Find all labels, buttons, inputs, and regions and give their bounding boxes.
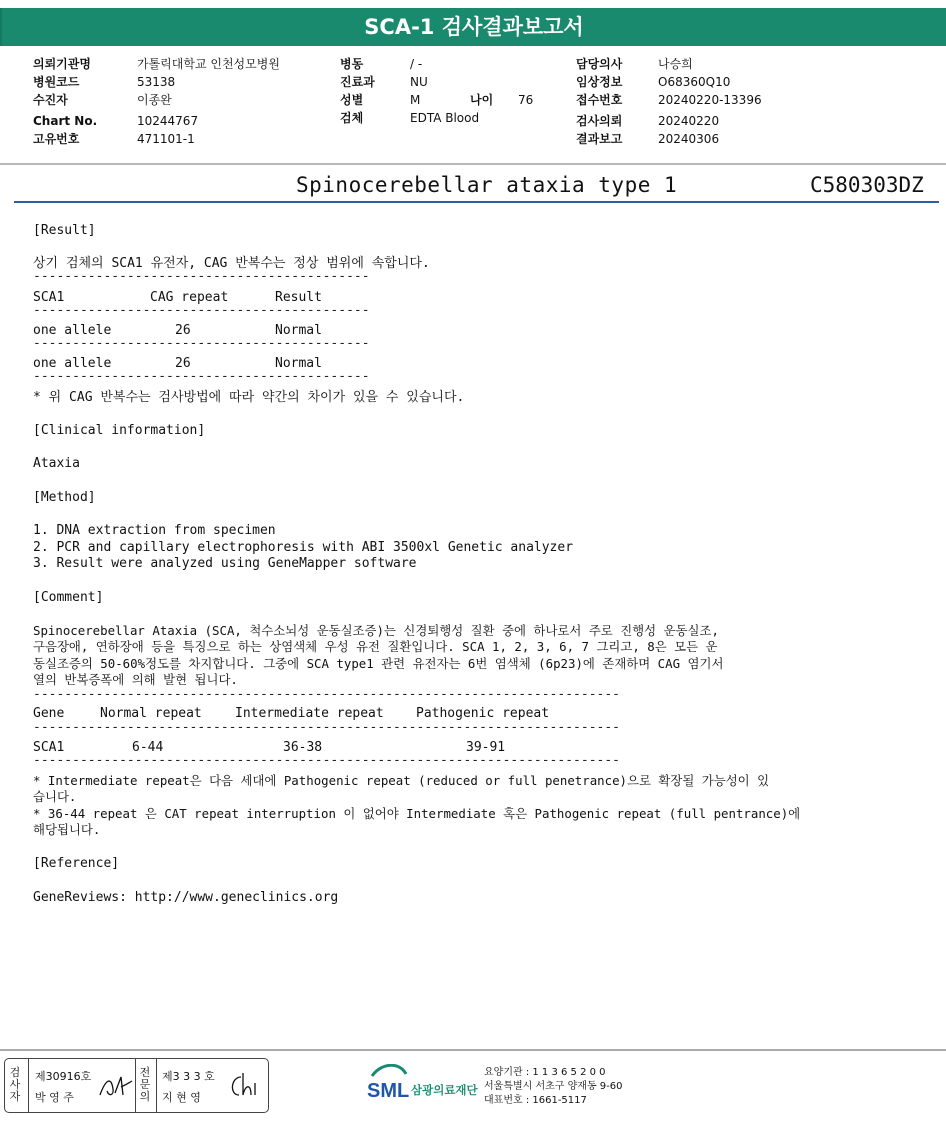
info-row [33,91,333,109]
clinical-text: Ataxia [33,456,80,471]
comment-col-header: Gene [33,706,65,721]
comment-note: * Intermediate repeat은 다음 세대에 Pathogenic repeat (reduced or full penetrance)으로 확장될 가능성이 있 [33,773,770,788]
info-value: 471101-1 [137,132,195,146]
method-heading: [Method] [33,490,96,505]
info-row [340,73,560,91]
info-value: EDTA Blood [410,111,480,125]
info-label: 담당의사 [576,57,623,71]
age-label: 나이 [470,93,494,107]
specialist-signature [225,1069,263,1101]
test-code: C580303DZ [810,173,924,197]
info-row [340,91,560,109]
info-label: 의뢰기관명 [33,57,91,71]
clinical-heading: [Clinical information] [33,423,206,438]
method-step: 1. DNA extraction from specimen [33,523,276,538]
title-underline [14,201,939,203]
result-summary: 상기 검체의 SCA1 유전자, CAG 반복수는 정상 범위에 속합니다. [33,256,430,271]
comment-line: 열의 반복증폭에 의해 발현 됩니다. [33,672,238,687]
comment-table-rule: --------------------------------------------------------------------------- [33,687,620,702]
info-label: 진료과 [340,75,375,89]
comment-heading: [Comment] [33,590,104,605]
info-label: 병원코드 [33,75,80,89]
info-row [576,91,836,109]
comment-line: 동실조증의 50-60%정도를 차지합니다. 그중에 SCA type1 관련 유전자는 6번 염색체 (6p23)에 존재하며 CAG 염기서 [33,656,724,671]
result-note: * 위 CAG 반복수는 검사방법에 따라 약간의 차이가 있을 수 있습니다. [33,390,465,405]
info-label: 임상정보 [576,75,623,89]
info-label: 성별 [340,93,364,107]
info-label: 병동 [340,57,364,71]
result-col-header: Result [275,290,322,305]
label-char: 검 [9,1066,21,1079]
box-divider [156,1059,157,1112]
table-cell: Normal [275,356,322,371]
result-table-rule: ------------------------------------------- [33,303,370,318]
table-cell: 36-38 [283,740,323,755]
comment-table-rule: --------------------------------------------------------------------------- [33,753,620,768]
tester-label [8,1067,22,1103]
info-label: 결과보고 [576,132,623,146]
info-label: 검사의뢰 [576,114,623,128]
result-table-rule: ------------------------------------------- [33,369,370,384]
info-value: 가톨릭대학교 인천성모병원 [137,57,280,71]
age-value: 76 [518,93,534,107]
info-row [33,55,333,73]
table-cell: 26 [175,356,191,371]
patient-info-col2 [340,55,560,127]
method-step: 2. PCR and capillary electrophoresis with ABI 3500xl Genetic analyzer [33,540,574,555]
test-name: Spinocerebellar ataxia type 1 [296,173,678,197]
reference-text: GeneReviews: http://www.geneclinics.org [33,890,339,905]
logo-text: SML [367,1080,410,1102]
box-divider [28,1059,29,1112]
info-label: 접수번호 [576,93,623,107]
info-row [33,112,333,130]
info-value: NU [410,75,428,89]
info-label: 검체 [340,111,364,125]
table-cell: 39-91 [466,740,506,755]
info-row [576,73,836,91]
signature-box [4,1058,269,1113]
label-char: 사 [9,1078,21,1091]
info-row [33,73,333,91]
comment-line: 구음장애, 연하장애 등을 특징으로 하는 상염색체 우성 유전 질환입니다. SCA 1, 2, 3, 6, 7 그리고, 8은 모든 운 [33,639,718,654]
result-heading: [Result] [33,223,96,238]
reference-heading: [Reference] [33,856,120,871]
info-row [576,130,836,148]
table-cell: SCA1 [33,740,65,755]
table-cell: one allele [33,323,112,338]
sml-logo [366,1064,484,1108]
org-line: 서울특별시 서초구 양재동 9-60 [484,1081,623,1092]
org-info [484,1066,623,1108]
comment-table-rule: --------------------------------------------------------------------------- [33,720,620,735]
table-cell: Normal [275,323,322,338]
label-char: 전 [139,1066,151,1079]
info-row [576,112,836,130]
label-char: 문 [139,1078,151,1091]
info-value: 10244767 [137,114,199,128]
result-col-header: CAG repeat [150,290,229,305]
patient-info-col3 [576,55,836,148]
info-value: 53138 [137,75,176,89]
result-table-rule: ------------------------------------------- [33,336,370,351]
info-row [340,109,560,127]
result-col-header: SCA1 [33,290,65,305]
info-label: 수진자 [33,93,68,107]
tester-name: 박 영 주 [35,1091,74,1104]
comment-note: 습니다. [33,789,77,804]
table-cell: 26 [175,323,191,338]
result-table-rule: ------------------------------------------- [33,269,370,284]
specialist-name: 지 현 영 [162,1091,201,1104]
footer-divider [0,1049,946,1051]
comment-note: * 36-44 repeat 은 CAT repeat interruption 이 없어야 Intermediate 혹은 Pathogenic repeat (full pentrance)에 [33,806,801,821]
comment-col-header: Normal repeat [100,706,202,721]
org-line: 대표번호 : 1661-5117 [484,1095,587,1106]
tester-signature [97,1071,135,1101]
info-value: 이종완 [137,93,172,107]
info-value: 나승희 [658,57,693,71]
info-value: 20240220-13396 [658,93,762,107]
info-label: 고유번호 [33,132,80,146]
report-title: SCA-1 검사결과보고서 [0,8,946,46]
comment-line: Spinocerebellar Ataxia (SCA, 척수소뇌성 운동실조증)는 신경퇴행성 질환 중에 하나로서 주로 진행성 운동실조, [33,623,719,638]
comment-col-header: Intermediate repeat [235,706,384,721]
info-value: 20240220 [658,114,720,128]
method-step: 3. Result were analyzed using GeneMapper software [33,556,417,571]
table-cell: 6-44 [132,740,164,755]
info-row [33,130,333,148]
info-row [576,55,836,73]
info-value: 20240306 [658,132,720,146]
org-line: 요양기관 : 1 1 3 6 5 2 0 0 [484,1067,606,1078]
info-value: M [410,93,421,107]
info-row [340,55,560,73]
box-divider [135,1059,136,1112]
tester-license-no: 제30916호 [35,1070,92,1083]
specialist-label [138,1067,152,1103]
info-value: / - [410,57,423,71]
patient-info-col1 [33,55,333,148]
comment-note: 해당됩니다. [33,822,101,837]
label-char: 의 [139,1090,151,1103]
specialist-license-no: 제3 3 3 호 [162,1070,215,1083]
org-name: 삼광의료재단 [411,1083,478,1097]
table-cell: one allele [33,356,112,371]
label-char: 자 [9,1090,21,1103]
header-divider [0,163,946,165]
comment-col-header: Pathogenic repeat [416,706,550,721]
info-value: O68360Q10 [658,75,731,89]
info-label: Chart No. [33,114,98,128]
sml-logo-icon [366,1064,484,1104]
